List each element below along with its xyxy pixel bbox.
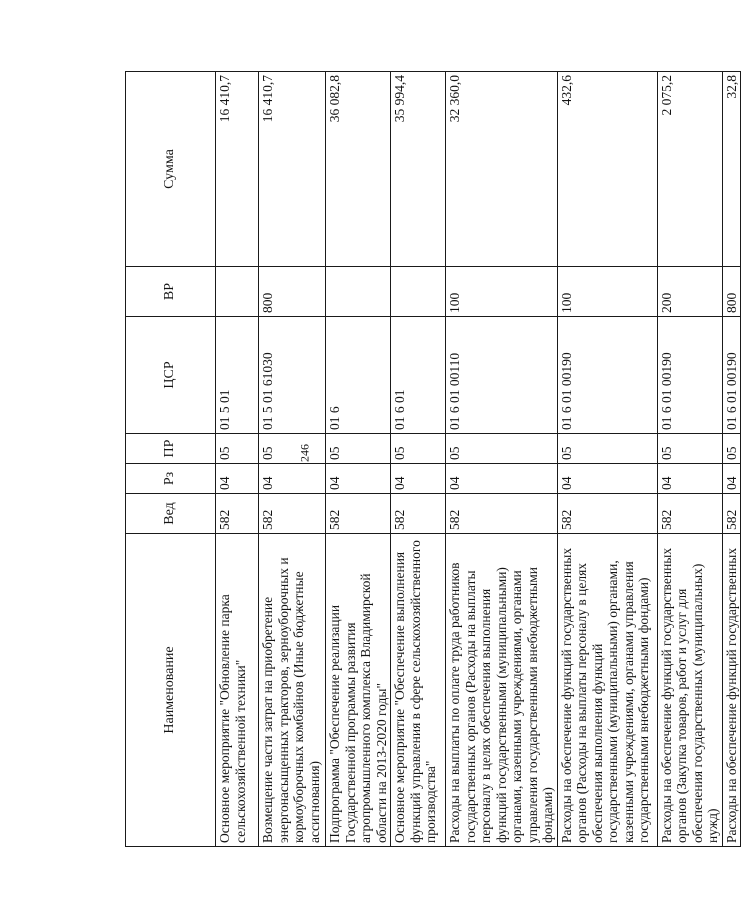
cell-vr: 200 xyxy=(657,267,722,317)
cell-name: Расходы на обеспечение функций государственных органов (Расходы на выплаты персоналу в целях обеспечения выполнения функций государственными (муниципальными) органами, казенными учреждениями, органами управления государственными внебюджетными фондами) xyxy=(557,534,657,847)
cell-csr: 01 5 01 xyxy=(216,317,259,434)
cell-name: Расходы на обеспечение функций государственных органов (Закупка товаров, работ и услуг для обеспечения государственных (муниципальных) нужд) xyxy=(657,534,722,847)
cell-ved: 582 xyxy=(446,494,558,534)
header-ved: Вед xyxy=(126,494,216,534)
cell-ved: 582 xyxy=(391,494,446,534)
cell-pr: 05 xyxy=(259,434,326,464)
cell-rz: 04 xyxy=(259,464,326,494)
cell-pr: 05 xyxy=(216,434,259,464)
header-csr: ЦСР xyxy=(126,317,216,434)
header-pr: ПР xyxy=(126,434,216,464)
cell-vr xyxy=(216,267,259,317)
cell-csr: 01 6 01 00110 xyxy=(446,317,558,434)
cell-sum: 35 994,4 xyxy=(391,72,446,267)
table-row xyxy=(722,72,741,847)
cell-rz: 04 xyxy=(446,464,558,494)
cell-sum: 36 082,8 xyxy=(326,72,391,267)
cell-vr xyxy=(326,267,391,317)
table-row xyxy=(259,72,326,847)
header-sum: Сумма xyxy=(126,72,216,267)
header-rz: Рз xyxy=(126,464,216,494)
cell-rz: 04 xyxy=(216,464,259,494)
cell-vr: 800 xyxy=(722,267,741,317)
cell-rz: 04 xyxy=(557,464,657,494)
cell-ved: 582 xyxy=(657,494,722,534)
table-row xyxy=(557,72,657,847)
cell-csr: 01 5 01 61030 xyxy=(259,317,326,434)
cell-rz: 04 xyxy=(722,464,741,494)
cell-name: Расходы на выплаты по оплате труда работников государственных органов (Расходы на выплаты персоналу в целях обеспечения выполнения функций государственными (муниципальными) органами, казенными учреждениями, органами управления государственными внебюджетными фондами) xyxy=(446,534,558,847)
cell-vr: 100 xyxy=(557,267,657,317)
cell-name: Основное мероприятие "Обновление парка сельскохозяйственной техники" xyxy=(216,534,259,847)
cell-sum: 16 410,7 xyxy=(216,72,259,267)
cell-csr: 01 6 01 00190 xyxy=(722,317,741,434)
header-name: Наименование xyxy=(126,534,216,847)
table-row xyxy=(391,72,446,847)
cell-ved: 582 xyxy=(722,494,741,534)
cell-sum: 2 075,2 xyxy=(657,72,722,267)
table-row xyxy=(326,72,391,847)
cell-ved: 582 xyxy=(557,494,657,534)
header-row xyxy=(126,72,216,847)
cell-pr: 05 xyxy=(326,434,391,464)
table-row xyxy=(657,72,722,847)
cell-csr: 01 6 01 xyxy=(391,317,446,434)
cell-name: Возмещение части затрат на приобретение энергонасыщенных тракторов, зерноуборочных и кормоуборочных комбайнов (Иные бюджетные ассигнования) xyxy=(259,534,326,847)
cell-csr: 01 6 01 00190 xyxy=(557,317,657,434)
cell-ved: 582 xyxy=(259,494,326,534)
cell-name: Подпрограмма "Обеспечение реализации Государственной программы развития агропромышленного комплекса Владимирской области на 2013-2020 годы" xyxy=(326,534,391,847)
budget-table xyxy=(125,71,741,847)
header-vr: ВР xyxy=(126,267,216,317)
cell-rz: 04 xyxy=(391,464,446,494)
cell-sum: 16 410,7 xyxy=(259,72,326,267)
table-row xyxy=(446,72,558,847)
cell-sum: 432,6 xyxy=(557,72,657,267)
cell-vr xyxy=(391,267,446,317)
cell-csr: 01 6 01 00190 xyxy=(657,317,722,434)
cell-name: Расходы на обеспечение функций государственных xyxy=(722,534,741,847)
cell-rz: 04 xyxy=(326,464,391,494)
page-number: 246 xyxy=(297,444,312,462)
cell-pr: 05 xyxy=(446,434,558,464)
table-row xyxy=(216,72,259,847)
cell-vr: 100 xyxy=(446,267,558,317)
cell-vr: 800 xyxy=(259,267,326,317)
cell-pr: 05 xyxy=(657,434,722,464)
cell-pr: 05 xyxy=(391,434,446,464)
cell-name: Основное мероприятие "Обеспечение выполнения функций управления в сфере сельскохозяйственного производства" xyxy=(391,534,446,847)
cell-rz: 04 xyxy=(657,464,722,494)
cell-csr: 01 6 xyxy=(326,317,391,434)
cell-ved: 582 xyxy=(216,494,259,534)
cell-pr: 05 xyxy=(722,434,741,464)
cell-sum: 32,8 xyxy=(722,72,741,267)
rotated-page-content xyxy=(125,72,739,847)
cell-pr: 05 xyxy=(557,434,657,464)
cell-ved: 582 xyxy=(326,494,391,534)
cell-sum: 32 360,0 xyxy=(446,72,558,267)
